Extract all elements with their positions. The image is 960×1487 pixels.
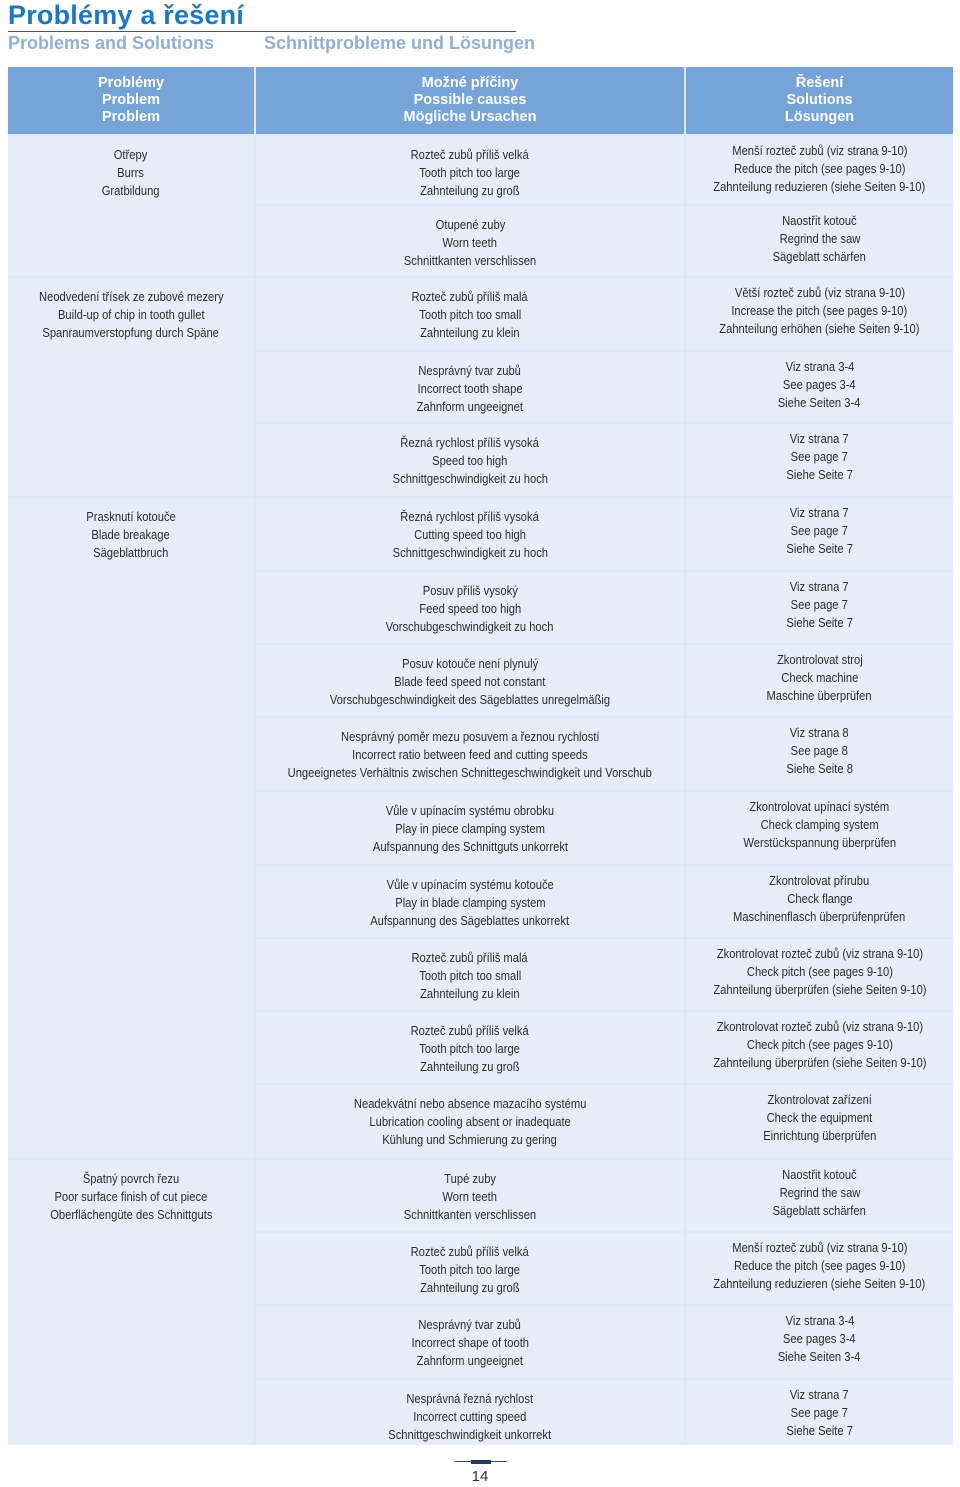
solution-cell-line-2: Check machine — [780, 670, 859, 685]
cause-cell — [256, 572, 684, 643]
solution-cell-line-3: Maschine überprüfen — [766, 688, 873, 703]
problem-cell-line-3: Spanraumverstopfung durch Späne — [42, 325, 220, 340]
solution-cell-line-3: Maschinenflasch überprüfenprüfen — [733, 909, 906, 924]
solution-cell-line-2: See page 7 — [790, 597, 849, 612]
cause-cell — [256, 1012, 684, 1083]
cause-cell — [256, 1380, 684, 1445]
cause-cell-line-2: Play in blade clamping system — [394, 895, 546, 910]
solution-cell-line-1: Viz strana 3-4 — [785, 1313, 854, 1328]
cause-cell-line-1: Rozteč zubů příliš velká — [410, 1244, 530, 1259]
cause-cell — [256, 136, 684, 204]
cause-cell-line-3: Zahnform ungeeignet — [416, 399, 524, 414]
solution-cell-line-3: Siehe Seite 7 — [786, 541, 853, 556]
solution-cell-line-2: Regrind the saw — [779, 1185, 860, 1200]
cause-cell — [256, 1085, 684, 1158]
cause-cell-line-2: Worn teeth — [442, 235, 498, 250]
solution-cell — [686, 278, 953, 350]
cause-cell-line-3: Kühlung und Schmierung zu gering — [382, 1132, 558, 1147]
solution-cell — [686, 939, 953, 1010]
solution-cell — [686, 718, 953, 790]
solution-cell-line-1: Menší rozteč zubů (viz strana 9-10) — [731, 143, 908, 158]
cause-cell — [256, 718, 684, 790]
header-causes-line-3: Mögliche Ursachen — [403, 109, 537, 125]
problem-cell-line-2: Burrs — [117, 165, 145, 180]
solution-cell-line-3: Zahnteilung reduzieren (siehe Seiten 9-10) — [713, 1276, 926, 1291]
cause-cell-line-1: Nesprávná řezná rychlost — [406, 1391, 534, 1406]
solution-cell-line-1: Viz strana 7 — [790, 1387, 849, 1402]
header-problems — [8, 67, 254, 134]
cause-cell-line-3: Zahnteilung zu groß — [420, 1280, 520, 1295]
cause-cell-line-3: Zahnteilung zu klein — [420, 325, 520, 340]
solution-cell-line-3: Werstückspannung überprüfen — [743, 835, 896, 850]
solution-cell — [686, 572, 953, 643]
solution-cell-line-1: Zkontrolovat stroj — [776, 652, 863, 667]
solution-cell-line-1: Zkontrolovat rozteč zubů (viz strana 9-10) — [716, 1019, 923, 1034]
solution-cell-line-3: Zahnteilung überprüfen (siehe Seiten 9-10) — [712, 1055, 927, 1070]
cause-cell-line-2: Incorrect tooth shape — [417, 381, 523, 396]
solution-cell-line-2: Increase the pitch (see pages 9-10) — [731, 303, 908, 318]
cause-cell-line-2: Tooth pitch too large — [419, 1262, 521, 1277]
solution-cell — [686, 1380, 953, 1445]
solution-cell — [686, 1085, 953, 1158]
solution-cell-line-1: Zkontrolovat přírubu — [769, 873, 870, 888]
solution-cell-line-3: Siehe Seite 7 — [786, 1423, 853, 1438]
solution-cell-line-2: See pages 3-4 — [783, 377, 856, 392]
page-title: Problémy a řešení — [8, 0, 245, 30]
problem-cell — [8, 136, 254, 276]
solution-cell-line-2: See page 7 — [790, 523, 849, 538]
problem-cell — [8, 278, 254, 496]
cause-cell-line-1: Vůle v upínacím systému obrobku — [385, 803, 555, 818]
solution-cell-line-1: Viz strana 7 — [790, 431, 849, 446]
cause-cell-line-3: Zahnteilung zu groß — [420, 183, 520, 198]
header-causes-line-1: Možné příčiny — [421, 75, 519, 91]
cause-cell-line-1: Posuv kotouče není plynulý — [401, 656, 539, 671]
solution-cell-line-2: Check flange — [786, 891, 853, 906]
problem-cell-line-1: Otřepy — [114, 147, 148, 162]
cause-cell — [256, 206, 684, 276]
solution-cell-line-1: Zkontrolovat upínací systém — [749, 799, 890, 814]
problem-cell-line-2: Blade breakage — [91, 527, 171, 542]
cause-cell-line-1: Tupé zuby — [444, 1171, 496, 1186]
problems-solutions-table — [8, 67, 953, 1445]
solution-cell — [686, 424, 953, 496]
solution-cell-line-3: Siehe Seite 7 — [786, 615, 853, 630]
cause-cell — [256, 1306, 684, 1378]
cause-cell-line-2: Tooth pitch too large — [419, 1041, 521, 1056]
cause-cell-line-3: Vorschubgeschwindigkeit zu hoch — [386, 619, 554, 634]
cause-cell — [256, 866, 684, 937]
cause-cell-line-3: Aufspannung des Schnittguts unkorrekt — [372, 839, 568, 854]
solution-cell-line-3: Zahnteilung erhöhen (siehe Seiten 9-10) — [719, 321, 920, 336]
solution-cell — [686, 1233, 953, 1304]
cause-cell-line-3: Schnittkanten verschlissen — [403, 1207, 537, 1222]
solution-cell-line-1: Zkontrolovat zařízení — [767, 1092, 872, 1107]
cause-cell-line-2: Worn teeth — [442, 1189, 498, 1204]
cause-cell-line-1: Rozteč zubů příliš malá — [411, 289, 529, 304]
cause-cell — [256, 645, 684, 716]
solution-cell-line-1: Zkontrolovat rozteč zubů (viz strana 9-10) — [716, 946, 923, 961]
solution-cell-line-2: Check pitch (see pages 9-10) — [746, 964, 893, 979]
solution-cell-line-3: Zahnteilung überprüfen (siehe Seiten 9-10) — [712, 982, 927, 997]
solution-cell-line-2: Check pitch (see pages 9-10) — [746, 1037, 893, 1052]
solution-cell — [686, 1012, 953, 1083]
cause-cell-line-1: Rozteč zubů příliš velká — [410, 147, 530, 162]
cause-cell — [256, 792, 684, 864]
problem-cell-line-3: Oberflächengüte des Schnittguts — [49, 1207, 213, 1222]
solution-cell-line-3: Zahnteilung reduzieren (siehe Seiten 9-10) — [713, 179, 926, 194]
solution-cell-line-1: Viz strana 3-4 — [785, 359, 854, 374]
cause-cell-line-3: Vorschubgeschwindigkeit des Sägeblattes unregelmäßig — [329, 692, 611, 707]
cause-cell — [256, 1233, 684, 1304]
solution-cell-line-1: Větší rozteč zubů (viz strana 9-10) — [734, 285, 905, 300]
solution-cell-line-2: See page 8 — [790, 743, 849, 758]
solution-cell-line-1: Naostřit kotouč — [782, 1167, 857, 1182]
solution-cell-line-3: Sägeblatt schärfen — [772, 249, 867, 264]
solution-cell — [686, 1160, 953, 1231]
solution-cell-line-2: Regrind the saw — [779, 231, 860, 246]
cause-cell-line-3: Schnittgeschwindigkeit unkorrekt — [388, 1427, 552, 1442]
cause-cell — [256, 352, 684, 422]
solution-cell-line-2: Reduce the pitch (see pages 9-10) — [733, 161, 906, 176]
cause-cell-line-3: Aufspannung des Sägeblattes unkorrekt — [370, 913, 570, 928]
solution-cell — [686, 206, 953, 276]
header-solutions-line-3: Lösungen — [784, 109, 855, 125]
cause-cell-line-3: Zahnteilung zu groß — [420, 1059, 520, 1074]
cause-cell-line-3: Schnittkanten verschlissen — [403, 253, 537, 268]
solution-cell-line-3: Siehe Seite 7 — [786, 467, 853, 482]
cause-cell-line-1: Řezná rychlost příliš vysoká — [400, 435, 540, 450]
solution-cell-line-1: Viz strana 7 — [790, 579, 849, 594]
cause-cell-line-2: Cutting speed too high — [414, 527, 526, 542]
cause-cell-line-3: Schnittgeschwindigkeit zu hoch — [392, 471, 548, 486]
cause-cell-line-2: Play in piece clamping system — [395, 821, 545, 836]
solution-cell-line-1: Menší rozteč zubů (viz strana 9-10) — [731, 1240, 908, 1255]
solution-cell — [686, 1306, 953, 1378]
solution-cell-line-3: Siehe Seiten 3-4 — [778, 1349, 861, 1364]
solution-cell — [686, 136, 953, 204]
problem-cell-line-1: Prasknutí kotouče — [86, 509, 176, 524]
cause-cell-line-2: Lubrication cooling absent or inadequate — [369, 1114, 571, 1129]
cause-cell-line-2: Incorrect shape of tooth — [411, 1335, 529, 1350]
solution-cell — [686, 866, 953, 937]
header-problems-line-1: Problémy — [97, 75, 165, 91]
problem-cell-line-3: Sägeblattbruch — [93, 545, 169, 560]
cause-cell-line-2: Tooth pitch too small — [419, 307, 521, 322]
solution-cell — [686, 498, 953, 570]
cause-cell-line-1: Řezná rychlost příliš vysoká — [400, 509, 540, 524]
problem-cell — [8, 1160, 254, 1445]
solution-cell-line-2: See pages 3-4 — [783, 1331, 856, 1346]
solution-cell — [686, 352, 953, 422]
solution-cell-line-2: See page 7 — [790, 449, 849, 464]
cause-cell-line-2: Incorrect ratio between feed and cutting speeds — [352, 747, 588, 762]
problem-cell-line-2: Poor surface finish of cut piece — [54, 1189, 208, 1204]
cause-cell — [256, 939, 684, 1010]
cause-cell-line-1: Nesprávný tvar zubů — [418, 1317, 522, 1332]
solution-cell-line-2: See page 7 — [790, 1405, 849, 1420]
solution-cell-line-3: Siehe Seite 8 — [786, 761, 853, 776]
cause-cell-line-3: Schnittgeschwindigkeit zu hoch — [392, 545, 548, 560]
cause-cell-line-3: Ungeeignetes Verhältnis zwischen Schnittegeschwindigkeit und Vorschub — [287, 765, 653, 780]
solution-cell-line-2: Check the equipment — [766, 1110, 873, 1125]
cause-cell-line-1: Rozteč zubů příliš malá — [411, 950, 529, 965]
cause-cell-line-3: Zahnteilung zu klein — [420, 986, 520, 1001]
cause-cell-line-2: Blade feed speed not constant — [394, 674, 546, 689]
cause-cell — [256, 1160, 684, 1231]
cause-cell — [256, 424, 684, 496]
cause-cell-line-2: Incorrect cutting speed — [413, 1409, 527, 1424]
problem-cell — [8, 498, 254, 1158]
header-problems-line-2: Problem — [101, 92, 160, 108]
solution-cell-line-3: Siehe Seiten 3-4 — [778, 395, 861, 410]
cause-cell-line-2: Tooth pitch too large — [419, 165, 521, 180]
solution-cell-line-3: Einrichtung überprüfen — [762, 1128, 877, 1143]
cause-cell-line-1: Nesprávný tvar zubů — [418, 363, 522, 378]
solution-cell-line-1: Naostřit kotouč — [782, 213, 857, 228]
subtitle-english: Problems and Solutions — [8, 33, 215, 53]
cause-cell-line-1: Posuv příliš vysoký — [422, 583, 518, 598]
cause-cell-line-2: Speed too high — [432, 453, 508, 468]
cause-cell-line-2: Tooth pitch too small — [419, 968, 521, 983]
cause-cell-line-2: Feed speed too high — [419, 601, 521, 616]
cause-cell-line-1: Vůle v upínacím systému kotouče — [386, 877, 554, 892]
cause-cell-line-1: Nesprávný poměr mezu posuvem a řeznou rychlostí — [340, 729, 600, 744]
problem-cell-line-1: Špatný povrch řezu — [82, 1171, 180, 1186]
problem-cell-line-1: Neodvedení třísek ze zubové mezery — [38, 289, 224, 304]
solution-cell-line-2: Check clamping system — [760, 817, 879, 832]
header-causes — [256, 67, 684, 134]
header-problems-line-3: Problem — [101, 109, 160, 125]
solution-cell — [686, 645, 953, 716]
header-causes-line-2: Possible causes — [413, 92, 527, 108]
header-solutions-line-1: Řešení — [795, 75, 844, 91]
solution-cell-line-1: Viz strana 7 — [790, 505, 849, 520]
subtitle-german: Schnittprobleme und Lösungen — [264, 33, 535, 53]
page-number: 14 — [471, 1468, 489, 1485]
solution-cell-line-1: Viz strana 8 — [790, 725, 849, 740]
solution-cell-line-2: Reduce the pitch (see pages 9-10) — [733, 1258, 906, 1273]
solution-cell-line-3: Sägeblatt schärfen — [772, 1203, 867, 1218]
problem-cell-line-3: Gratbildung — [102, 183, 160, 198]
solution-cell — [686, 792, 953, 864]
title-underline — [8, 31, 516, 32]
footer-mark — [471, 1460, 491, 1464]
cause-cell — [256, 278, 684, 350]
cause-cell-line-3: Zahnform ungeeignet — [416, 1353, 524, 1368]
problem-cell-line-2: Build-up of chip in tooth gullet — [57, 307, 205, 322]
header-solutions — [686, 67, 953, 134]
cause-cell — [256, 498, 684, 570]
cause-cell-line-1: Rozteč zubů příliš velká — [410, 1023, 530, 1038]
cause-cell-line-1: Otupené zuby — [435, 217, 505, 232]
cause-cell-line-1: Neadekvátní nebo absence mazacího systému — [353, 1096, 587, 1111]
header-solutions-line-2: Solutions — [786, 92, 853, 108]
